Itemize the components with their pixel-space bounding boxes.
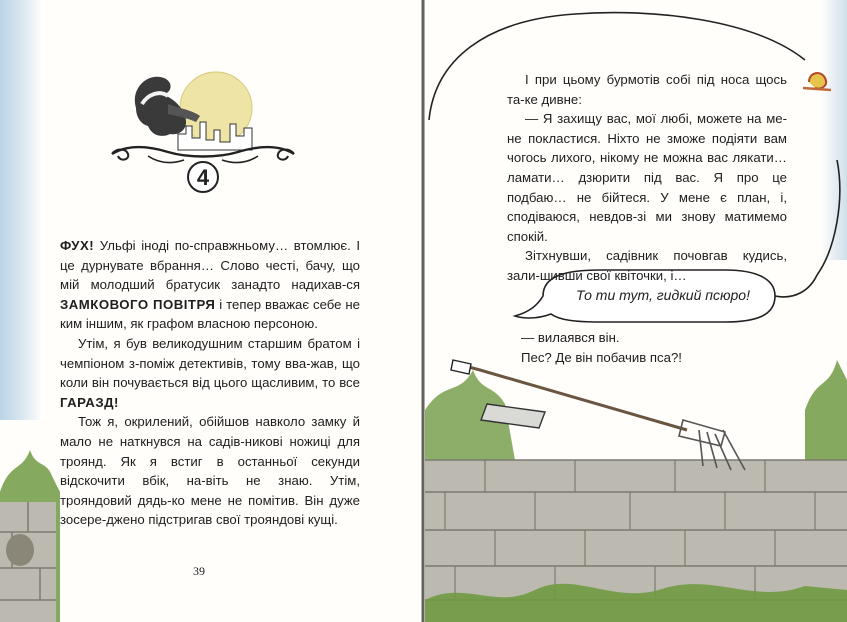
paragraph (60, 236, 360, 334)
right-page (425, 0, 847, 622)
caps-phrase: ГАРАЗД! (60, 394, 119, 410)
paragraph-text: Ульфі іноді по-справжньому… втомлює. І це дурнувате вбрання… Слово честі, бачу, що мій молодший братусик занадто надихав-ся (60, 238, 360, 293)
caps-phrase: ЗАМКОВОГО ПОВІТРЯ (60, 296, 216, 312)
paragraph-text: Утім, я був великодушним старшим братом і чемпіоном з-поміж детективів, тому вва-жав, що коли він почувається від цього щасливим, то все (60, 335, 360, 391)
paragraph: — вилаявся він. (521, 330, 620, 345)
paragraph: І при цьому бурмотів собі під носа щось та-ке дивне: (507, 72, 787, 107)
paragraph (60, 412, 360, 530)
lead-caps: ФУХ! (60, 238, 95, 253)
paragraph: Пес? Де він побачив пса?! (521, 349, 682, 365)
sky-backdrop (0, 0, 42, 420)
paragraph: — Я захищу вас, мої любі, можете на ме-не покластися. Ніхто не зможе подіяти вам чогось лихого, нікому не можна вас лякати… ламати… дзюрити під вас. Я про це подбаю… не бійтеся. У мене є план, і, сподіваюся, невдов-зі ми знову матимемо спокій. (507, 111, 787, 244)
page-number: 39 (193, 564, 205, 578)
garden-wall-left-illustration (0, 372, 60, 622)
left-page-text (60, 236, 360, 530)
paragraph: Зітхнувши, садівник почовгав кудись, зали-шивши свої квіточки, і… (507, 248, 787, 283)
paragraph-text: і тепер вважає себе не ким іншим, як графом власною персоною. (60, 296, 360, 332)
paragraph-text: Тож я, окрилений, обійшов навколо замку й мало не наткнувся на садів-никові ножиці для троянд. Як я встиг в останньої секунди відскочити вбік, на-віть не знаю. Утім, трояндовий дядь-ко мене не помітив. Він дуже зосере-джено підстригав свої трояндові кущі. (60, 414, 360, 528)
svg-text:4: 4 (196, 165, 210, 190)
speech-bubble-text: То ти тут, гидкий псюро! (576, 287, 750, 303)
left-page (0, 0, 423, 622)
chapter-emblem-icon (108, 64, 298, 196)
paragraph (60, 334, 360, 412)
right-page-text-top (507, 70, 787, 286)
right-page-text-bottom (503, 328, 753, 367)
